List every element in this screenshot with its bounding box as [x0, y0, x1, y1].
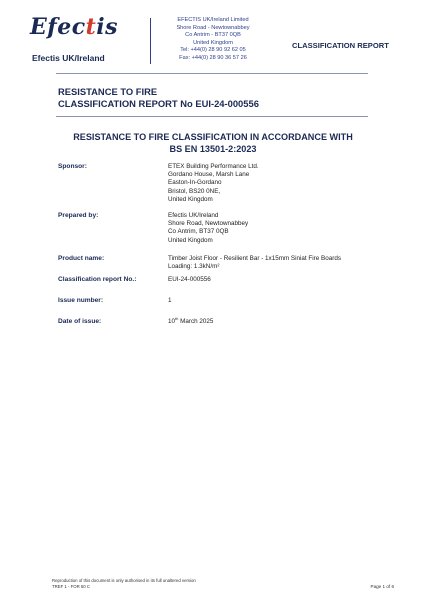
classification-no-value: EUI-24-000556	[168, 276, 211, 283]
prepared-by-row	[58, 212, 378, 245]
product-name-value: Timber Joist Floor - Resilient Bar - 1x15mm Siniat Fire Boards Loading: 1.3kN/m²	[168, 255, 341, 271]
date-of-issue-label: Date of issue:	[58, 318, 102, 325]
report-title: RESISTANCE TO FIRE CLASSIFICATION REPORT No EUI-24-000556	[58, 86, 259, 109]
classification-no-label: Classification report No.:	[58, 276, 137, 283]
page-number: Page 1 of 6	[370, 584, 394, 589]
report-type-label: CLASSIFICATION REPORT	[292, 41, 389, 50]
footer-note: Reproduction of this document is only authorised in its full unaltered version TREF 1 - FOR 50 C	[52, 578, 196, 589]
title-rule	[56, 116, 368, 117]
issue-number-row	[58, 297, 378, 305]
sponsor-label: Sponsor:	[58, 163, 87, 170]
efectis-logo: Efectis	[30, 14, 119, 40]
company-address: EFECTIS UK/Ireland Limited Shore Road - Newtownabbey Co Antrim - BT37 0QB United Kingdom Tel: +44(0) 28 90 92 62 05 Fax: +44(0) 28 90 36 57 26	[176, 17, 250, 61]
date-of-issue-value: 10th March 2025	[168, 315, 214, 325]
product-name-row	[58, 255, 378, 271]
top-rule	[56, 73, 368, 74]
report-subtitle: RESISTANCE TO FIRE CLASSIFICATION IN ACCORDANCE WITH BS EN 13501-2:2023	[73, 132, 353, 154]
logo-subtitle: Efectis UK/Ireland	[32, 53, 105, 63]
sponsor-value: ETEX Building Performance Ltd. Gordano House, Marsh Lane Easton-In-Gordano Bristol, BS20 0NE, United Kingdom	[168, 163, 259, 203]
product-name-label: Product name:	[58, 255, 105, 262]
classification-no-row	[58, 276, 378, 284]
issue-number-value: 1	[168, 297, 172, 304]
date-of-issue-row	[58, 315, 378, 326]
prepared-by-label: Prepared by:	[58, 212, 99, 219]
sponsor-row	[58, 163, 378, 204]
header-divider	[150, 18, 151, 64]
issue-number-label: Issue number:	[58, 297, 104, 304]
prepared-by-value: Efectis UK/Ireland Shore Road, Newtownabbey Co Antrim, BT37 0QB United Kingdom	[168, 212, 249, 244]
